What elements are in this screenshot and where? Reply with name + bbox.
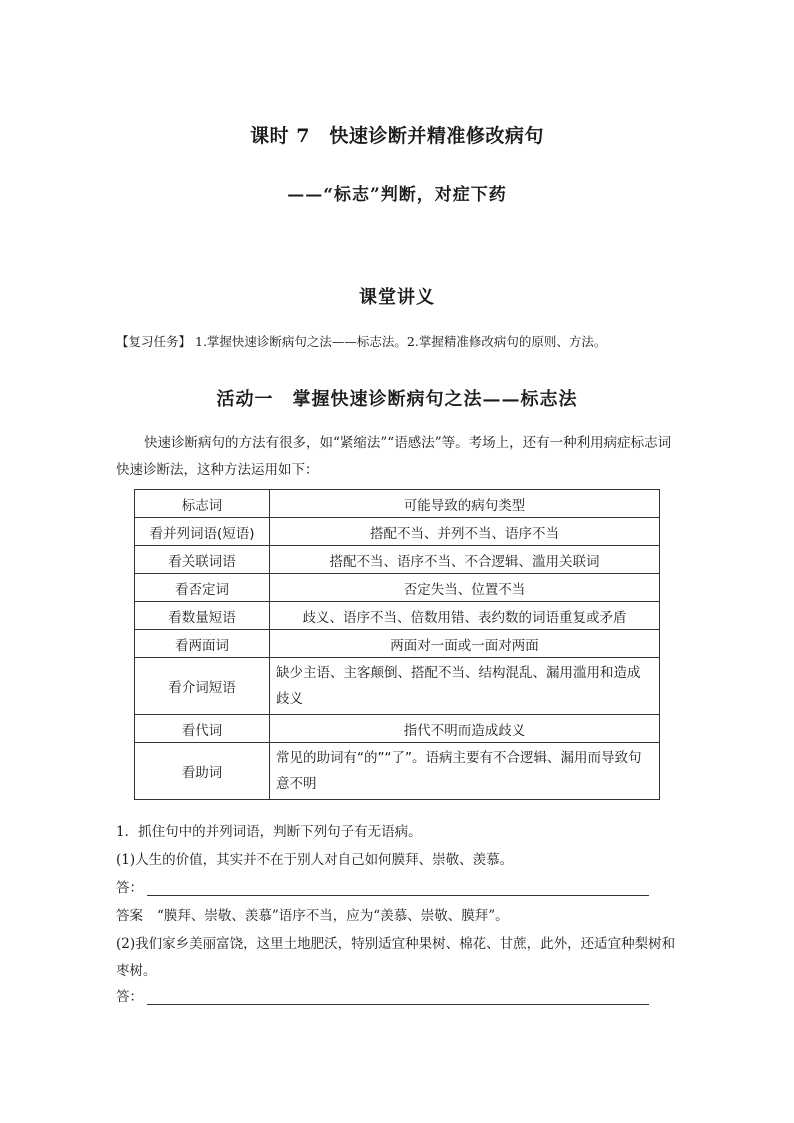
marker-cell: 看代词 [135, 715, 270, 743]
table-row [135, 658, 660, 715]
error-type-cell: 缺少主语、主客颠倒、搭配不当、结构混乱、漏用滥用和造成歧义 [270, 658, 660, 715]
activity-intro: 快速诊断病句的方法有很多，如“紧缩法”“语感法”等。考场上，还有一种利用病症标志词快速诊断法，这种方法运用如下： [116, 435, 672, 478]
table-row [135, 518, 660, 546]
error-type-cell: 搭配不当、语序不当、不合逻辑、滥用关联词 [270, 546, 660, 574]
table-header-row [135, 490, 660, 518]
key-label: 答案 [116, 908, 143, 924]
table-row [135, 602, 660, 630]
table-row [135, 743, 660, 800]
marker-cell: 看两面词 [135, 630, 270, 658]
answer-row-1 [116, 876, 686, 896]
exercise-heading: 1．抓住句中的并列词语，判断下列句子有无语病。 [116, 824, 422, 840]
error-type-cell: 否定失当、位置不当 [270, 574, 660, 602]
lesson-subtitle: ——“标志”判断，对症下药 [287, 185, 507, 205]
marker-cell: 看否定词 [135, 574, 270, 602]
table-row [135, 715, 660, 743]
marker-cell: 看并列词语(短语) [135, 518, 270, 546]
answer-blank-1[interactable] [147, 881, 649, 896]
key-text: “膜拜、崇敬、羡慕”语序不当，应为“羡慕、崇敬、膜拜”。 [157, 908, 509, 924]
error-type-cell: 歧义、语序不当、倍数用错、表约数的词语重复或矛盾 [270, 602, 660, 630]
error-type-cell: 搭配不当、并列不当、语序不当 [270, 518, 660, 546]
answer-blank-2[interactable] [147, 990, 649, 1005]
marker-cell: 看关联词语 [135, 546, 270, 574]
review-task [116, 332, 686, 350]
table-header-cell: 可能导致的病句类型 [270, 490, 660, 518]
section-title: 课堂讲义 [359, 287, 435, 308]
table-header-cell: 标志词 [135, 490, 270, 518]
answer-label: 答： [116, 989, 143, 1005]
table-row [135, 630, 660, 658]
question-2: (2)我们家乡美丽富饶，这里土地肥沃，特别适宜种果树、棉花、甘蔗，此外，还适宜种梨树和枣树。 [116, 936, 676, 979]
error-type-cell: 指代不明而造成歧义 [270, 715, 660, 743]
marker-cell: 看数量短语 [135, 602, 270, 630]
table-row [135, 574, 660, 602]
review-tag: 【复习任务】 [116, 334, 192, 349]
table-row [135, 546, 660, 574]
answer-key-1 [116, 904, 686, 924]
activity-title: 活动一 掌握快速诊断病句之法——标志法 [216, 389, 578, 410]
answer-label: 答： [116, 880, 143, 896]
marker-word-table [134, 489, 660, 800]
marker-cell: 看助词 [135, 743, 270, 800]
error-type-cell: 两面对一面或一面对两面 [270, 630, 660, 658]
marker-cell: 看介词短语 [135, 658, 270, 715]
answer-row-2 [116, 985, 686, 1005]
question-1: (1)人生的价值，其实并不在于别人对自己如何膜拜、崇敬、羡慕。 [116, 852, 514, 868]
review-text: 1.掌握快速诊断病句之法——标志法。2.掌握精准修改病句的原则、方法。 [195, 334, 607, 349]
lesson-title: 课时 7 快速诊断并精准修改病句 [250, 125, 544, 147]
error-type-cell: 常见的助词有“的”“了”。语病主要有不合逻辑、漏用而导致句意不明 [270, 743, 660, 800]
